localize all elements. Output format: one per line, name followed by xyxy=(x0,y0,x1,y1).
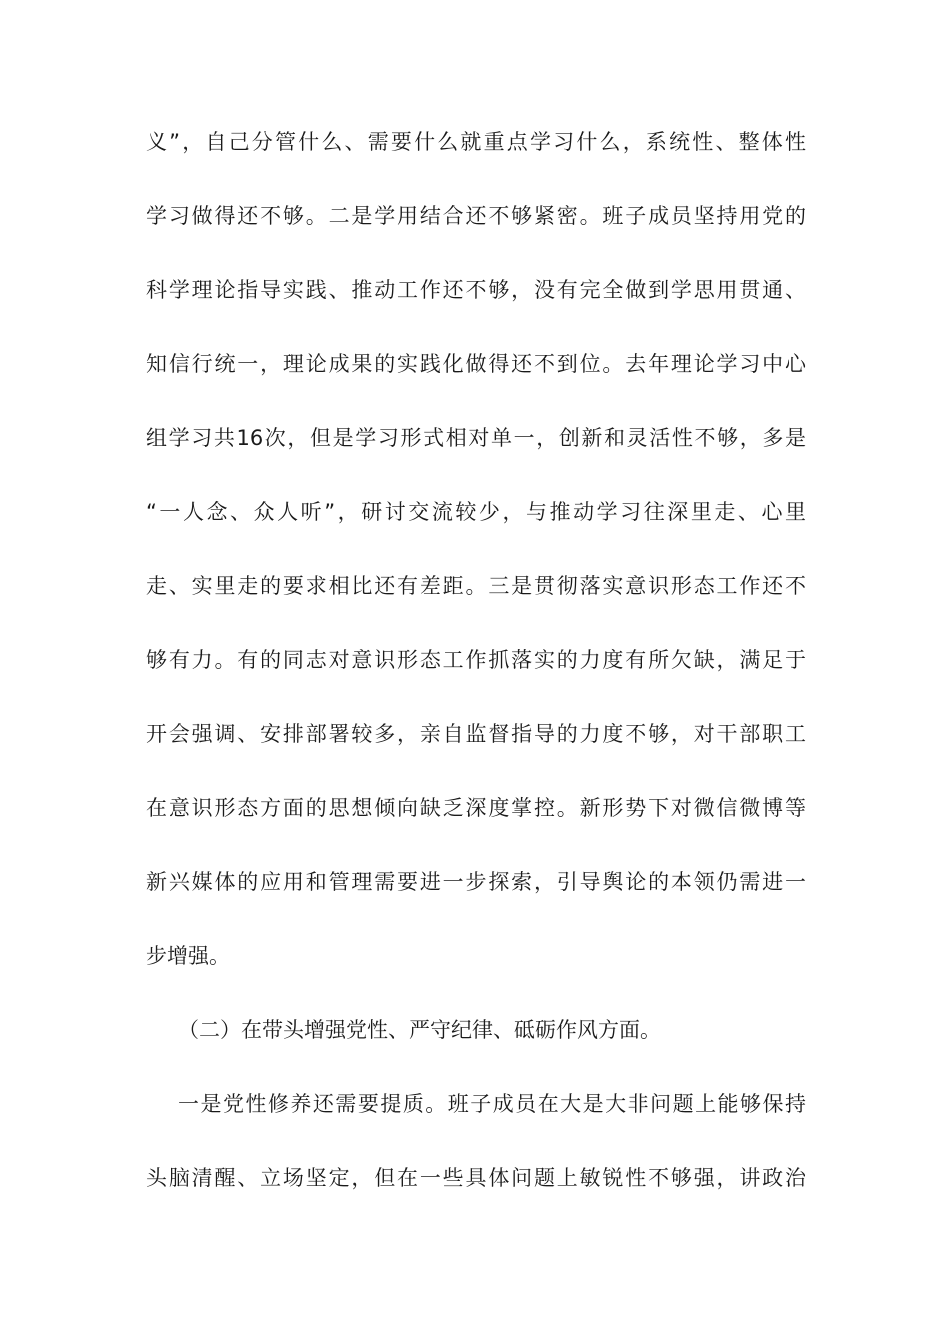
paragraph-line: 够有力。有的同志对意识形态工作抓落实的力度有所欠缺，满足于 xyxy=(146,648,806,672)
paragraph-line: 走、实里走的要求相比还有差距。三是贯彻落实意识形态工作还不 xyxy=(146,574,806,598)
paragraph-line: 义”，自己分管什么、需要什么就重点学习什么，系统性、整体性 xyxy=(146,130,806,154)
paragraph-line: 新兴媒体的应用和管理需要进一步探索，引导舆论的本领仍需进一 xyxy=(146,870,806,894)
paragraph-line: 开会强调、安排部署较多，亲自监督指导的力度不够，对干部职工 xyxy=(146,722,806,746)
section-heading: （二）在带头增强党性、严守纪律、砥砺作风方面。 xyxy=(178,1018,661,1042)
paragraph-line: 科学理论指导实践、推动工作还不够，没有完全做到学思用贯通、 xyxy=(146,278,806,302)
paragraph-line: 知信行统一，理论成果的实践化做得还不到位。去年理论学习中心 xyxy=(146,352,806,376)
section-paragraph-line: 头脑清醒、立场坚定，但在一些具体问题上敏锐性不够强，讲政治 xyxy=(146,1166,806,1190)
paragraph-line: 学习做得还不够。二是学用结合还不够紧密。班子成员坚持用党的 xyxy=(146,204,806,228)
section-paragraph-line: 一是党性修养还需要提质。班子成员在大是大非问题上能够保持 xyxy=(178,1092,806,1116)
paragraph-line-last: 步增强。 xyxy=(146,944,230,968)
paragraph-line: 在意识形态方面的思想倾向缺乏深度掌控。新形势下对微信微博等 xyxy=(146,796,806,820)
paragraph-line: “一人念、众人听”，研讨交流较少，与推动学习往深里走、心里 xyxy=(146,500,806,524)
paragraph-line: 组学习共16次，但是学习形式相对单一，创新和灵活性不够，多是 xyxy=(146,426,806,450)
